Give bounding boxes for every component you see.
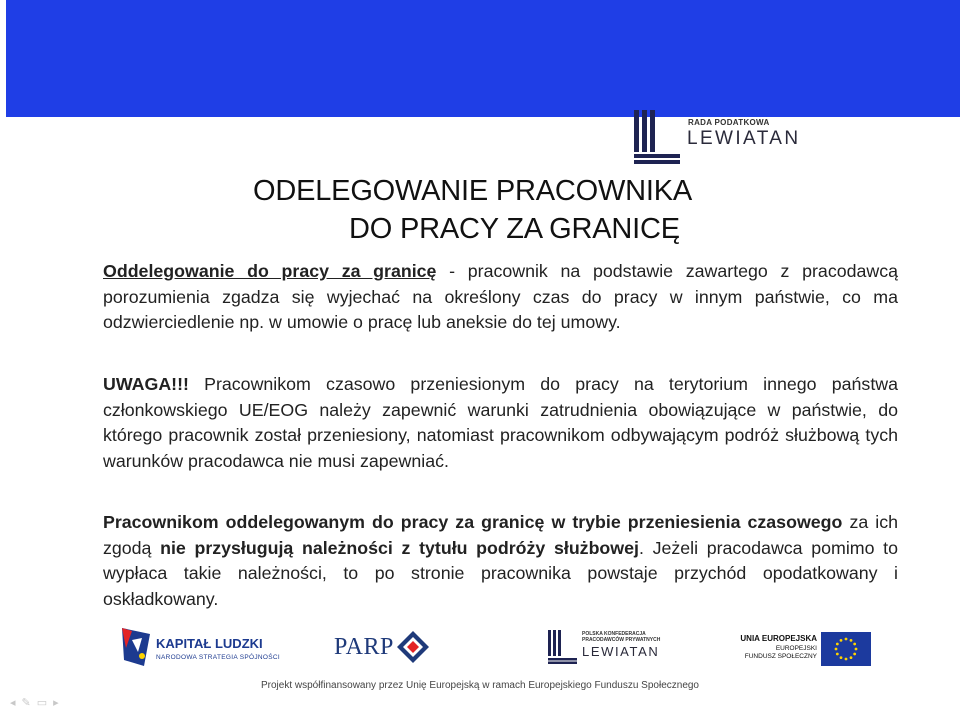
nav-next-icon[interactable]: ▸ xyxy=(53,697,65,709)
eu-star xyxy=(845,638,848,641)
slide-navigation[interactable] xyxy=(10,696,65,709)
lewiatan-logo-small-icon xyxy=(548,630,578,664)
kapital-ludzki-flag-icon xyxy=(120,626,152,668)
eu-star xyxy=(835,648,838,651)
eu-line-2: EUROPEJSKI xyxy=(775,645,817,652)
kapital-ludzki-logo xyxy=(120,626,310,670)
pkpp-big-text: LEWIATAN xyxy=(582,644,660,659)
cofinancing-caption: Projekt współfinansowany przez Unię Europejską w ramach Europejskiego Funduszu Społecznego xyxy=(260,680,699,691)
warning-label: UWAGA!!! xyxy=(103,374,189,394)
parp-emblem-icon xyxy=(396,630,430,664)
page-title-line-1: ODELEGOWANIE PRACOWNIKA xyxy=(253,175,693,207)
nav-prev-icon[interactable]: ◂ xyxy=(10,697,22,709)
logo-top-small-text: RADA PODATKOWA xyxy=(688,118,770,127)
paragraph-note xyxy=(103,510,898,612)
pkpp-lewiatan-logo xyxy=(548,630,661,666)
kapital-ludzki-name: KAPITAŁ LUDZKI xyxy=(156,636,263,651)
warning-text: Pracownikom czasowo przeniesionym do pracy na terytorium innego państwa członkowskiego UE/EOG należy zapewnić warunki zatrudnienia obowiązujące w państwie, do którego pracownik został przeniesiony, natomiast pracownikom odbywającym podróż służbową tych warunków pracodawca nie musi zapewniać. xyxy=(103,374,898,471)
eu-line-1: UNIA EUROPEJSKA xyxy=(740,634,817,643)
parp-logo xyxy=(334,628,434,666)
page-title-line-2: DO PRACY ZA GRANICĘ xyxy=(349,213,680,245)
eu-logo xyxy=(740,632,871,666)
eu-star xyxy=(853,653,856,656)
eu-star xyxy=(850,656,853,659)
rada-podatkowa-lewiatan-logo xyxy=(634,110,809,164)
eu-star xyxy=(836,653,839,656)
eu-star xyxy=(845,658,848,661)
eu-star xyxy=(840,656,843,659)
definition-term: Oddelegowanie do pracy za granicę xyxy=(103,261,437,281)
lewiatan-logo-icon xyxy=(634,110,682,164)
eu-star xyxy=(853,643,856,646)
eu-star xyxy=(855,648,858,651)
note-normal-1: za ich zgodą xyxy=(103,512,899,558)
note-normal-2: . Jeżeli pracodawca pomimo to wypłaca takie należności, to po stronie pracownika powstaje przychód opodatkowany i oskładkowany. xyxy=(103,537,898,609)
eu-flag-icon xyxy=(821,632,871,666)
eu-star xyxy=(850,639,853,642)
parp-text: PARP xyxy=(334,634,394,660)
nav-menu-icon[interactable]: ▭ xyxy=(36,697,54,709)
header-banner xyxy=(6,0,960,117)
eu-star xyxy=(840,639,843,642)
note-bold-2: nie przysługują należności z tytułu podróży służbowej xyxy=(160,537,639,558)
eu-star xyxy=(836,643,839,646)
paragraph-definition xyxy=(103,259,898,336)
logo-top-big-text: LEWIATAN xyxy=(687,128,801,149)
pkpp-small-text: POLSKA KONFEDERACJA PRACODAWCÓW PRYWATNYCH xyxy=(582,631,661,643)
paragraph-warning xyxy=(103,372,898,474)
nav-pen-icon[interactable]: ✎ xyxy=(21,697,37,709)
kapital-ludzki-subtitle: NARODOWA STRATEGIA SPÓJNOŚCI xyxy=(156,654,280,661)
eu-line-3: FUNDUSZ SPOŁECZNY xyxy=(744,653,817,660)
definition-text: - pracownik na podstawie zawartego z pracodawcą porozumienia zgadza się wyjechać na określony czas do pracy w innym państwie, co ma odzwierciedlenie np. w umowie o pracę lub aneksie do tej umowy. xyxy=(103,261,898,333)
note-bold-1: Pracownikom oddelegowanym do pracy za granicę w trybie przeniesienia czasowego xyxy=(103,512,843,532)
